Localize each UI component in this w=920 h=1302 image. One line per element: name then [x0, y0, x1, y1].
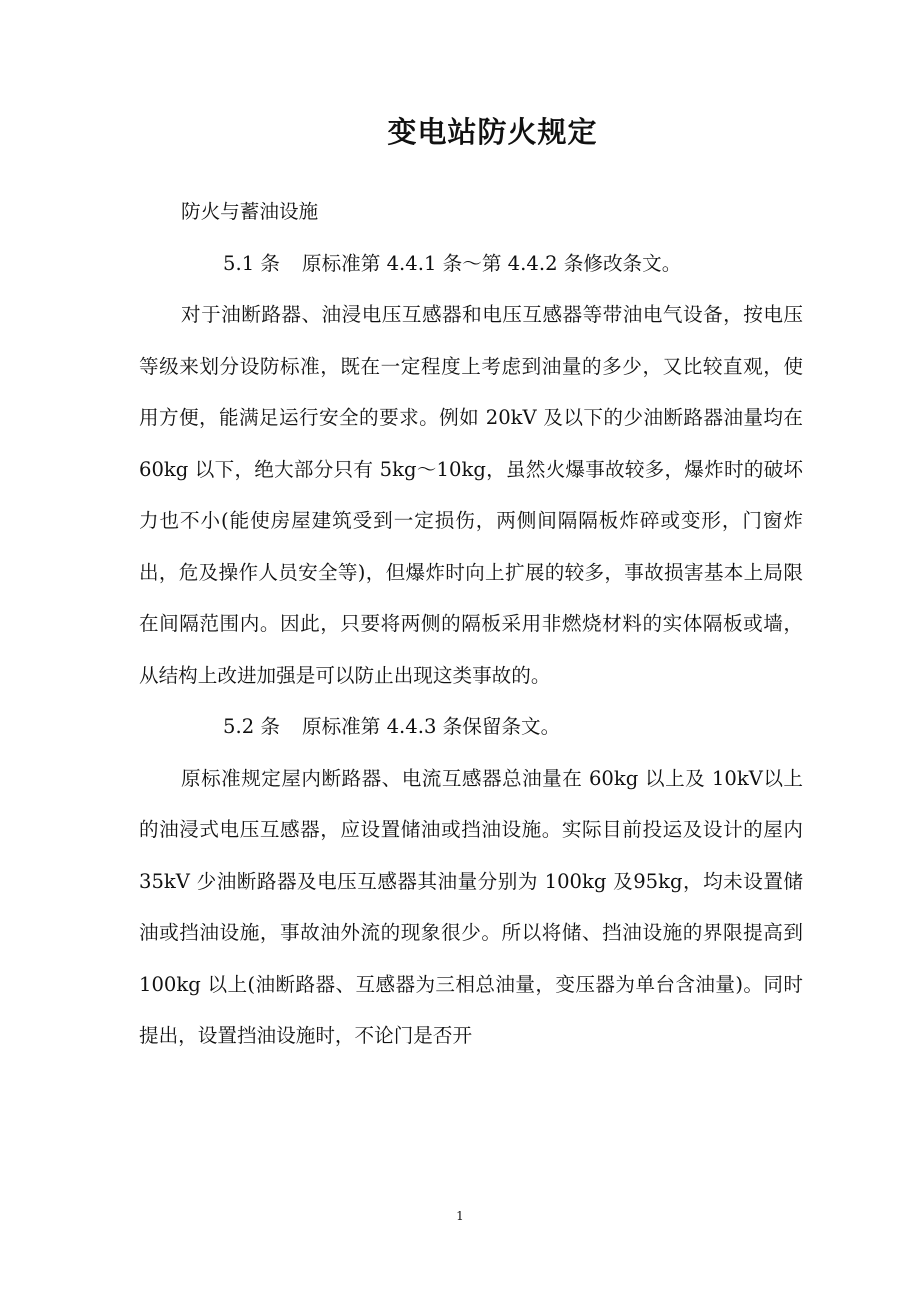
clause-number: 5.1 条 — [223, 251, 280, 275]
section-heading: 防火与蓄油设施 — [181, 200, 319, 223]
document-title: 变电站防火规定 — [387, 115, 598, 149]
body-paragraph: 原标准规定屋内断路器、电流互感器总油量在 60kg 以上及 10kV以上的油浸式电压互感器，应设置储油或挡油设施。实际目前投运及设计的屋内 35kV 少油断路器及电压互感器其油量分别为 100kg 及95kg，均未设置储油或挡油设施，事故油外流的现象很少。所以将储、挡油设施的界限提高到 100kg 以上(油断路器、互感器为三相总油量，变压器为单台含油量)。同时提出，设置挡油设施时，不论门是否开 — [139, 766, 803, 1047]
clause-number: 5.2 条 — [223, 715, 280, 738]
page-number: 1 — [456, 1209, 464, 1223]
clause-5-1 — [139, 238, 803, 290]
clause-5-2 — [139, 701, 803, 753]
clause-text: 原标准第 4.4.1 条～第 4.4.2 条修改条文。 — [301, 251, 682, 275]
body-paragraph: 对于油断路器、油浸电压互感器和电压互感器等带油电气设备，按电压等级来划分设防标准，既在一定程度上考虑到油量的多少，又比较直观，使用方便，能满足运行安全的要求。例如 20kV 及以下的少油断路器油量均在 60kg 以下，绝大部分只有 5kg～10kg，虽然火爆事故较多，爆炸时的破坏力也不小(能使房屋建筑受到一定损伤，两侧间隔隔板炸碎或变形，门窗炸出，危及操作人员安全等)，但爆炸时向上扩展的较多，事故损害基本上局限在间隔范围内。因此，只要将两侧的隔板采用非燃烧材料的实体隔板或墙，从结构上改进加强是可以防止出现这类事故的。 — [139, 303, 803, 687]
clause-text: 原标准第 4.4.3 条保留条文。 — [301, 715, 561, 738]
document-body — [139, 186, 803, 1062]
